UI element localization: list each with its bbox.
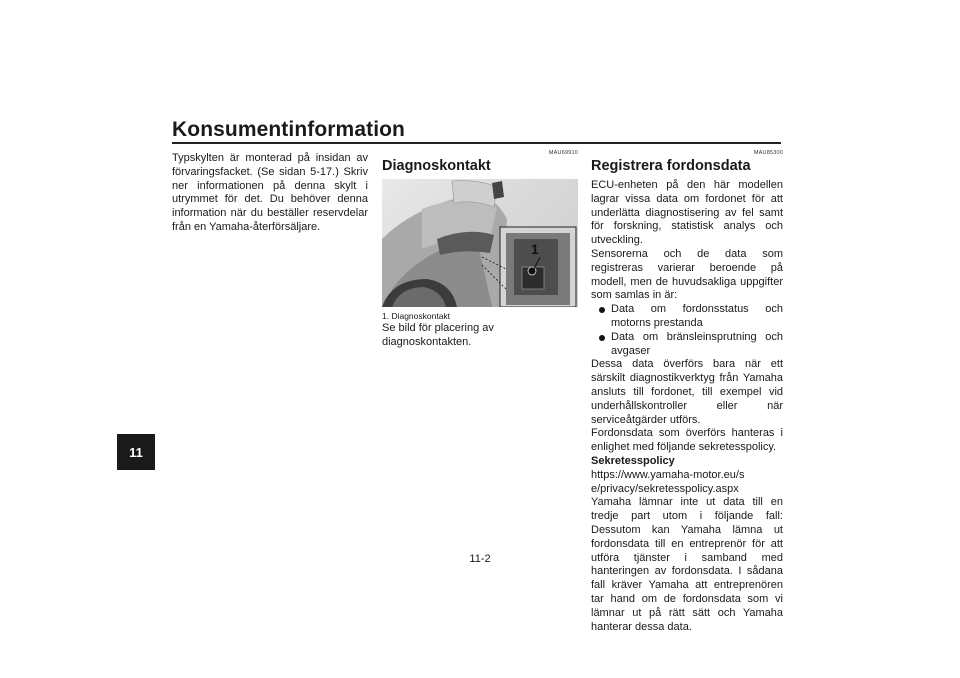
figure-callout-number: 1 xyxy=(531,241,539,257)
list-item: Data om fordonsstatus och motorns prestanda xyxy=(591,303,783,331)
bullet-icon xyxy=(599,307,605,313)
middle-column xyxy=(382,150,578,350)
page-number: 11-2 xyxy=(469,553,491,565)
right-column xyxy=(591,150,783,634)
policy-heading: Sekretesspolicy xyxy=(591,454,675,467)
transfer-paragraph: Dessa data överförs bara när ett särskilt diagnostikverktyg från Yamaha ansluts till fordonet, till exempel vid underhållskontroller eller när serviceåtgärder utförs. xyxy=(591,358,783,426)
type-plate-paragraph: Typskylten är monterad på insidan av förvaringsfacket. (Se sidan 5-17.) Skriv ner informationen på denna skylt i utrymmet för det. Du behöver denna information när du beställer reservdelar från en Yamaha-återförsäljare. xyxy=(172,152,368,233)
chapter-tab: 11 xyxy=(117,434,155,470)
data-list xyxy=(591,303,783,358)
section-code: MAU85300 xyxy=(753,150,783,156)
section-heading-vehicle-data: Registrera fordonsdata xyxy=(591,158,751,174)
scooter-illustration xyxy=(382,179,578,307)
list-item: Data om bränsleinsprutning och avgaser xyxy=(591,331,783,359)
section-heading-diagnostic: Diagnoskontakt xyxy=(382,158,491,174)
page-title: Konsumentinformation xyxy=(172,118,405,141)
figure-reference-text: Se bild för placering av diagnoskontakten. xyxy=(382,322,494,348)
third-party-paragraph: Yamaha lämnar inte ut data till en tredje part utom i följande fall: Dessutom kan Yamaha lämna ut fordonsdata till en entreprenör för att utföra tjänster i samband med hanteringen av fordonsdata. I sådana fall kräver Yamaha att entreprenören tar hand om de fordonsdata som vi lämnar ut på rätt sätt och Yamaha hanterar dessa data. xyxy=(591,496,783,633)
section-code: MAU69910 xyxy=(548,150,578,156)
left-column xyxy=(172,152,368,235)
title-rule xyxy=(172,142,781,144)
policy-intro-paragraph: Fordonsdata som överförs hanteras i enlighet med följande sekretesspolicy. xyxy=(591,427,783,454)
figure-caption: 1. Diagnoskontakt xyxy=(382,311,451,321)
policy-url: https://www.yamaha-motor.eu/se/privacy/sekretesspolicy.aspx xyxy=(591,468,745,495)
diagnostic-connector-figure xyxy=(382,179,578,307)
sensors-paragraph: Sensorerna och de data som registreras varierar beroende på modell, men de huvudsakliga uppgifter som samlas in är: xyxy=(591,247,783,302)
ecu-paragraph: ECU-enheten på den här modellen lagrar vissa data om fordonet för att underlätta diagnostisering av fel samt för forskning, statistisk analys och utveckling. xyxy=(591,179,783,247)
bullet-icon xyxy=(599,335,605,341)
